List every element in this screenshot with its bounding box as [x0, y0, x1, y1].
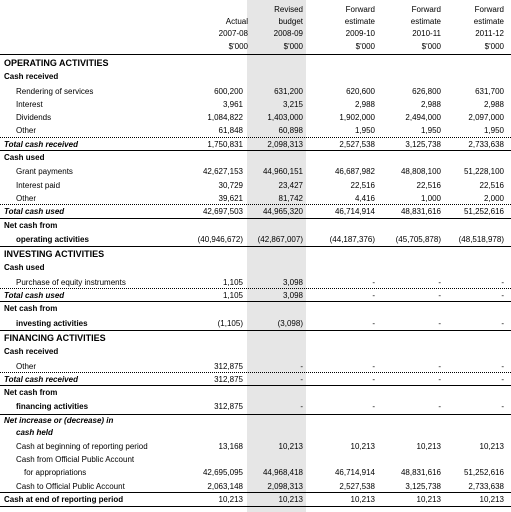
row-label: FINANCING ACTIVITIES — [4, 332, 106, 343]
row-value: 51,228,100 — [463, 167, 504, 177]
row-value: 42,695,095 — [202, 468, 243, 478]
table-row — [0, 415, 511, 428]
row-value: - — [501, 291, 504, 301]
row-label: OPERATING ACTIVITIES — [4, 58, 109, 68]
row-value: 60,898 — [278, 126, 303, 136]
row-label: Total cash used — [4, 291, 65, 301]
row-value: 2,527,538 — [339, 139, 375, 149]
row-label: Net cash from — [4, 388, 58, 398]
row-value: - — [438, 277, 441, 287]
row-value: 48,831,616 — [400, 468, 441, 478]
row-label: Net cash from — [4, 304, 58, 314]
column-header-line: Forward — [474, 5, 504, 14]
table-row — [0, 111, 511, 124]
row-value: - — [300, 374, 303, 384]
table-row — [0, 440, 511, 453]
table-row — [0, 85, 511, 98]
row-value: 42,697,503 — [202, 207, 243, 217]
table-row — [0, 247, 511, 261]
row-value: 44,965,320 — [262, 207, 303, 217]
row-value: - — [438, 291, 441, 301]
row-label: Cash used — [4, 263, 45, 273]
row-value: (44,187,376) — [329, 234, 375, 244]
row-value: 51,252,616 — [463, 468, 504, 478]
row-value: - — [501, 318, 504, 328]
row-label: Other — [16, 361, 37, 371]
row-value: 23,427 — [278, 180, 303, 190]
row-value: 42,627,153 — [202, 167, 243, 177]
table-row — [0, 70, 511, 84]
cash-flow-table — [0, 56, 511, 507]
column-header-line: estimate — [410, 17, 441, 27]
table-row — [0, 179, 511, 192]
row-value: 81,742 — [278, 193, 303, 203]
row-label: Total cash used — [4, 207, 65, 217]
row-value: 3,125,738 — [405, 481, 441, 491]
row-value: 30,729 — [218, 180, 243, 190]
header-rule — [0, 54, 511, 55]
row-value: (45,705,878) — [395, 234, 441, 244]
row-value: - — [501, 374, 504, 384]
table-row — [0, 331, 511, 345]
row-value: 51,252,616 — [463, 207, 504, 217]
row-value: 10,213 — [278, 441, 303, 451]
row-label: Cash at beginning of reporting period — [16, 441, 148, 451]
row-value: 2,097,000 — [468, 113, 504, 123]
column-header-line: 2008-09 — [273, 29, 303, 39]
column-header-forward-2011 — [444, 4, 504, 53]
row-value: 2,000 — [483, 193, 504, 203]
row-value: (1,105) — [217, 318, 243, 328]
table-row — [0, 124, 511, 137]
column-header-line: 2007-08 — [218, 29, 248, 39]
row-value: 10,213 — [479, 441, 504, 451]
column-header-line: Forward — [411, 5, 441, 14]
row-label: INVESTING ACTIVITIES — [4, 249, 105, 260]
row-value: 61,848 — [218, 126, 243, 136]
row-value: 44,960,151 — [262, 167, 303, 177]
row-value: 1,105 — [222, 277, 243, 287]
row-value: (48,518,978) — [458, 234, 504, 244]
table-row — [0, 205, 511, 218]
column-header-forward-2010 — [381, 4, 441, 53]
row-label: cash held — [16, 428, 53, 438]
column-header-forward-2009 — [315, 4, 375, 53]
column-headers — [0, 4, 511, 54]
row-label: Cash received — [4, 347, 59, 357]
column-header-line: budget — [278, 17, 303, 27]
column-header-revised-budget — [243, 4, 303, 53]
row-value: 626,800 — [412, 86, 441, 96]
row-value: 631,200 — [274, 86, 303, 96]
row-label: Net cash from — [4, 220, 58, 230]
column-header-line: $'000 — [484, 41, 504, 51]
column-header-line: estimate — [473, 17, 504, 27]
row-value: 620,600 — [346, 86, 375, 96]
row-label: Total cash received — [4, 139, 78, 149]
row-value: 1,950 — [420, 126, 441, 136]
row-label: Interest — [16, 99, 43, 109]
table-row — [0, 427, 511, 440]
table-row — [0, 373, 511, 386]
row-label: Cash from Official Public Account — [16, 455, 135, 465]
row-value: 3,215 — [282, 99, 303, 109]
row-value: 10,213 — [416, 441, 441, 451]
row-value: - — [501, 402, 504, 412]
row-value: - — [438, 361, 441, 371]
row-label: for appropriations — [24, 468, 87, 478]
column-header-line: 2011-12 — [475, 29, 504, 39]
row-value: - — [501, 277, 504, 287]
table-row — [0, 302, 511, 316]
row-value: 10,213 — [416, 494, 441, 504]
row-value: 2,733,638 — [468, 481, 504, 491]
table-row — [0, 56, 511, 70]
row-label: Other — [16, 193, 37, 203]
table-row — [0, 493, 511, 507]
row-value: 1,105 — [222, 291, 243, 301]
table-row — [0, 466, 511, 479]
row-label: Other — [16, 126, 37, 136]
table-row — [0, 233, 511, 247]
row-value: 312,875 — [214, 402, 243, 412]
row-value: 46,714,914 — [334, 468, 375, 478]
row-value: - — [501, 361, 504, 371]
row-label: Dividends — [16, 113, 52, 123]
column-header-line: Forward — [345, 5, 375, 14]
row-value: 2,733,638 — [468, 139, 504, 149]
row-value: 10,213 — [278, 494, 303, 504]
table-row — [0, 360, 511, 373]
row-label: Interest paid — [16, 180, 61, 190]
row-value: 2,063,148 — [207, 481, 243, 491]
row-value: - — [372, 361, 375, 371]
row-value: 48,808,100 — [400, 167, 441, 177]
row-value: 22,516 — [350, 180, 375, 190]
table-row — [0, 345, 511, 359]
row-value: - — [438, 402, 441, 412]
row-value: 2,494,000 — [405, 113, 441, 123]
row-value: 48,831,616 — [400, 207, 441, 217]
column-header-line: $'000 — [283, 41, 303, 51]
row-value: 312,875 — [214, 374, 243, 384]
table-row — [0, 151, 511, 165]
table-row — [0, 289, 511, 302]
column-header-line: estimate — [344, 17, 375, 27]
row-label: operating activities — [16, 234, 89, 244]
column-header-line: Actual — [225, 17, 248, 27]
table-row — [0, 98, 511, 111]
table-row — [0, 317, 511, 331]
row-label: Total cash received — [4, 374, 78, 384]
column-header-line: $'000 — [421, 41, 441, 51]
row-value: 1,950 — [483, 126, 504, 136]
row-value: 3,961 — [222, 99, 243, 109]
row-value: 10,213 — [350, 494, 375, 504]
table-row — [0, 386, 511, 400]
row-label: Net increase or (decrease) in — [4, 415, 114, 425]
row-value: 10,213 — [218, 494, 243, 504]
row-value: 631,700 — [475, 86, 504, 96]
row-value: 1,950 — [354, 126, 375, 136]
table-row — [0, 165, 511, 178]
row-label: Purchase of equity instruments — [16, 277, 126, 287]
column-header-line: 2009-10 — [345, 29, 375, 39]
row-label: Rendering of services — [16, 86, 94, 96]
table-row — [0, 276, 511, 289]
column-header-actual — [188, 4, 248, 53]
row-value: 2,988 — [420, 99, 441, 109]
row-value: 22,516 — [479, 180, 504, 190]
row-value: 2,098,313 — [267, 481, 303, 491]
row-value: 2,988 — [483, 99, 504, 109]
column-header-line — [188, 4, 248, 16]
row-value: - — [372, 402, 375, 412]
row-value: 1,000 — [420, 193, 441, 203]
column-header-line: 2010-11 — [412, 29, 441, 39]
row-value: - — [300, 361, 303, 371]
column-header-line: $'000 — [355, 41, 375, 51]
row-value: 3,125,738 — [405, 139, 441, 149]
row-value: 46,714,914 — [334, 207, 375, 217]
row-label: Cash used — [4, 153, 45, 163]
row-value: 39,621 — [218, 193, 243, 203]
row-label: Cash to Official Public Account — [16, 481, 125, 491]
column-header-line: Revised — [274, 5, 303, 14]
row-value: - — [372, 374, 375, 384]
row-value: 1,902,000 — [339, 113, 375, 123]
row-value: 10,213 — [350, 441, 375, 451]
row-value: (3,098) — [277, 318, 303, 328]
row-value: 13,168 — [218, 441, 243, 451]
row-value: 312,875 — [214, 361, 243, 371]
table-row — [0, 480, 511, 493]
row-value: - — [300, 402, 303, 412]
row-value: - — [372, 318, 375, 328]
row-value: (42,867,007) — [257, 234, 303, 244]
row-value: 1,750,831 — [207, 139, 243, 149]
row-value: 2,988 — [354, 99, 375, 109]
row-value: 1,084,822 — [207, 113, 243, 123]
row-value: 46,687,982 — [334, 167, 375, 177]
row-label: Grant payments — [16, 167, 73, 177]
row-value: 10,213 — [479, 494, 504, 504]
row-value: 1,403,000 — [267, 113, 303, 123]
row-value: 44,968,418 — [262, 468, 303, 478]
table-row — [0, 400, 511, 414]
table-row — [0, 219, 511, 233]
row-value: 22,516 — [416, 180, 441, 190]
table-row — [0, 261, 511, 275]
row-label: investing activities — [16, 318, 88, 328]
table-row — [0, 138, 511, 151]
row-label: financing activities — [16, 402, 89, 412]
row-value: - — [372, 291, 375, 301]
row-value: 3,098 — [282, 291, 303, 301]
row-label: Cash received — [4, 72, 59, 82]
column-header-line: $'000 — [228, 41, 248, 51]
row-value: (40,946,672) — [197, 234, 243, 244]
row-value: 2,527,538 — [339, 481, 375, 491]
row-value: 600,200 — [214, 86, 243, 96]
row-value: - — [438, 374, 441, 384]
row-label: Cash at end of reporting period — [4, 494, 124, 504]
row-value: 3,098 — [282, 277, 303, 287]
table-row — [0, 453, 511, 466]
row-value: - — [438, 318, 441, 328]
table-row — [0, 192, 511, 205]
row-value: 2,098,313 — [267, 139, 303, 149]
row-value: 4,416 — [354, 193, 375, 203]
row-value: - — [372, 277, 375, 287]
